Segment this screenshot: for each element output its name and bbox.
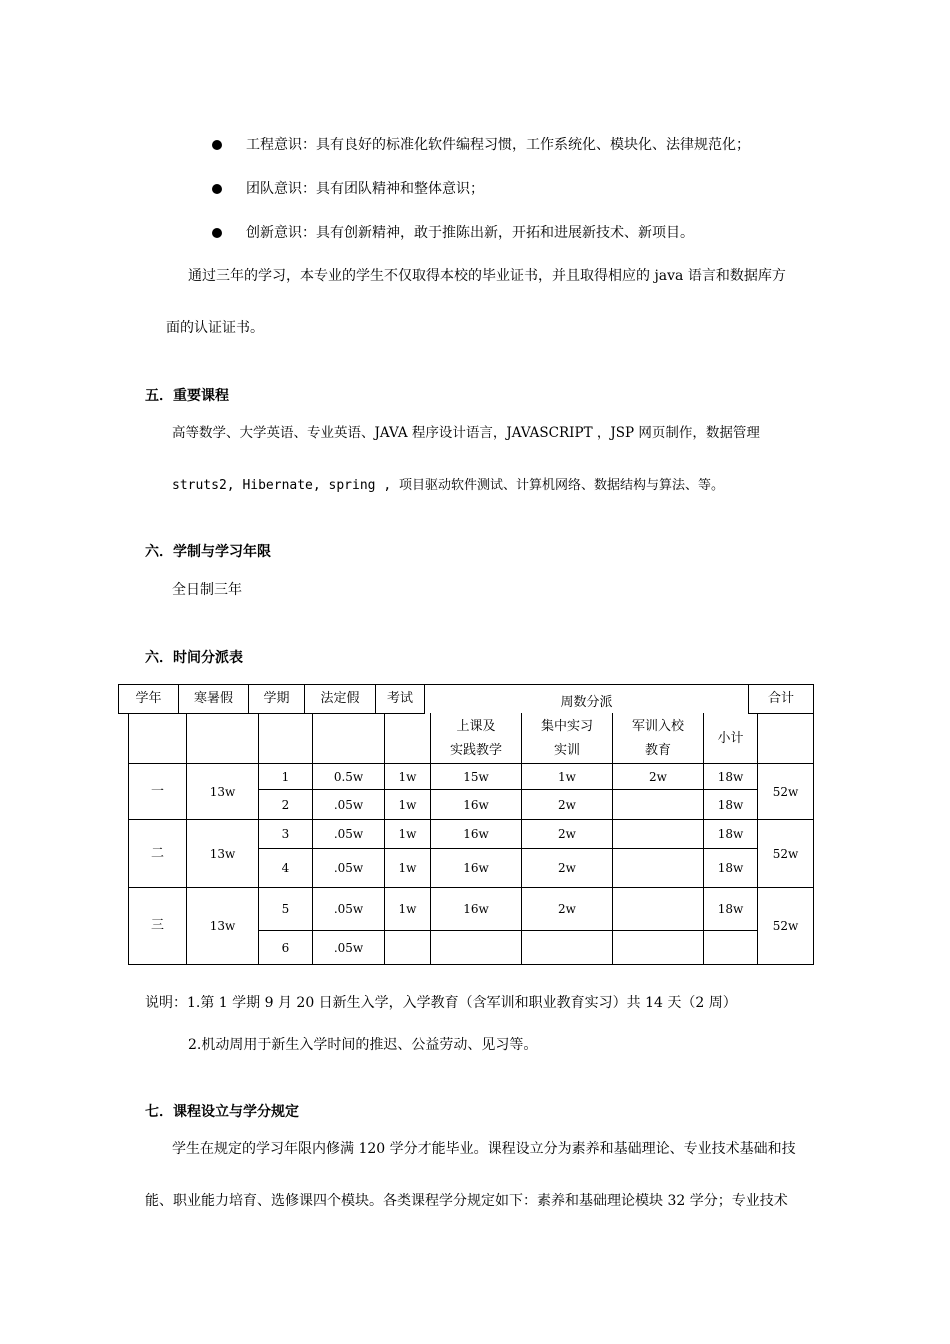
holiday-cell: .05w [333,861,364,875]
class-cell: 16w [463,827,489,841]
exam-cell: 1w [398,861,417,875]
subtotal-cell: 18w [717,797,744,812]
term-cell: 4 [281,861,290,875]
military-cell [613,888,703,930]
military-cell [613,790,703,819]
exam-cell: 1w [398,797,417,812]
holiday-cell: .05w [333,797,364,812]
military-cell [613,849,703,887]
year-cell: 一 [150,783,164,799]
section7-line-2: 能、职业能力培育、选修课四个模块。各类课程学分规定如下：素养和基础理论模块 32 学分；专业技术 [145,1193,788,1209]
section7-heading: 七．课程设立与学分规定 [145,1104,299,1120]
subtotal-cell [704,931,757,964]
vacation-cell: 13w [209,784,236,799]
header-total: 合计 [767,690,794,706]
intro-line-2: 面的认证证书。 [166,320,264,336]
term-cell: 1 [281,769,290,784]
bullet-team: 团队意识：具有团队精神和整体意识； [246,181,484,197]
exam-cell [385,931,430,964]
holiday-cell: 0.5w [333,769,364,784]
header-term: 学期 [263,690,290,706]
class-cell: 16w [463,797,489,812]
intensive-cell: 2w [558,797,576,812]
intensive-cell: 2w [558,861,576,875]
section6b-heading: 六．时间分派表 [145,650,243,666]
subheader-class-line2: 实践教学 [449,742,502,758]
subheader-military-line1: 军训入校 [631,718,684,734]
term-cell: 2 [281,797,290,812]
bullet-dot [212,184,222,194]
header-exam: 考试 [386,690,413,706]
class-cell: 16w [463,902,489,916]
holiday-cell: .05w [333,902,364,916]
exam-cell: 1w [398,902,417,916]
bullet-engineering: 工程意识：具有良好的标准化软件编程习惯，工作系统化、模块化、法律规范化； [246,137,750,153]
class-cell: 15w [463,769,489,784]
header-year: 学年 [135,690,162,706]
section5-line-1: 高等数学、大学英语、专业英语、JAVA 程序设计语言，JAVASCRIPT ，JSP 网页制作，数据管理 [172,425,760,441]
intro-line-1: 通过三年的学习，本专业的学生不仅取得本校的毕业证书，并且取得相应的 java 语言和数据库方 [188,268,786,284]
header-vacation: 寒暑假 [193,690,233,706]
vacation-cell: 13w [209,846,236,861]
holiday-cell: .05w [333,940,364,955]
section5-line-2: struts2, Hibernate, spring , 项目驱动软件测试、计算机网络、数据结构与算法、等。 [172,478,724,493]
military-cell [613,931,703,964]
bullet-dot [212,140,222,150]
section5-heading: 五．重要课程 [145,388,229,404]
note-line-2: 2.机动周用于新生入学时间的推迟、公益劳动、见习等。 [188,1037,538,1053]
term-cell: 6 [281,940,290,955]
total-cell: 52w [772,846,799,861]
year-cell: 三 [150,918,164,933]
header-weeks: 周数分派 [560,695,613,710]
subheader-intensive-line2: 实训 [553,742,580,758]
exam-cell: 1w [398,827,417,841]
bullet-dot [212,228,222,238]
subtotal-cell: 18w [717,861,744,875]
intensive-cell: 2w [558,827,576,841]
subheader-intensive [522,714,612,763]
subheader-class [431,714,521,763]
subtotal-cell: 18w [717,827,744,841]
intensive-cell: 1w [558,769,576,784]
section7-line-1: 学生在规定的学习年限内修满 120 学分才能毕业。课程设立分为素养和基础理论、专业技术基础和技 [172,1141,796,1157]
subheader-intensive-line1: 集中实习 [540,718,593,734]
term-cell: 5 [281,902,290,916]
subheader-military-line2: 教育 [644,742,671,758]
class-cell: 16w [463,861,489,875]
note-line-1: 说明：1.第 1 学期 9 月 20 日新生入学，入学教育（含军训和职业教育实习）共 14 天（2 周） [145,995,737,1011]
total-cell: 52w [772,784,799,799]
term-cell: 3 [281,827,290,841]
class-cell [431,931,521,964]
military-cell: 2w [649,769,667,784]
subheader-class-line1: 上课及 [456,718,496,734]
section6a-text: 全日制三年 [172,582,242,598]
subtotal-cell: 18w [717,902,744,916]
bullet-innovation: 创新意识：具有创新精神，敢于推陈出新，开拓和进展新技术、新项目。 [246,225,694,241]
subtotal-cell: 18w [717,769,744,784]
header-holiday: 法定假 [320,690,360,706]
exam-cell: 1w [398,769,417,784]
intensive-cell: 2w [558,902,576,916]
vacation-cell: 13w [209,919,236,933]
total-cell: 52w [772,919,799,933]
subheader-subtotal: 小计 [717,730,744,746]
year-cell: 二 [150,845,164,861]
subheader-military [613,714,703,763]
holiday-cell: .05w [333,827,364,841]
intensive-cell [522,931,612,964]
section6a-heading: 六．学制与学习年限 [145,544,271,560]
military-cell [613,820,703,848]
